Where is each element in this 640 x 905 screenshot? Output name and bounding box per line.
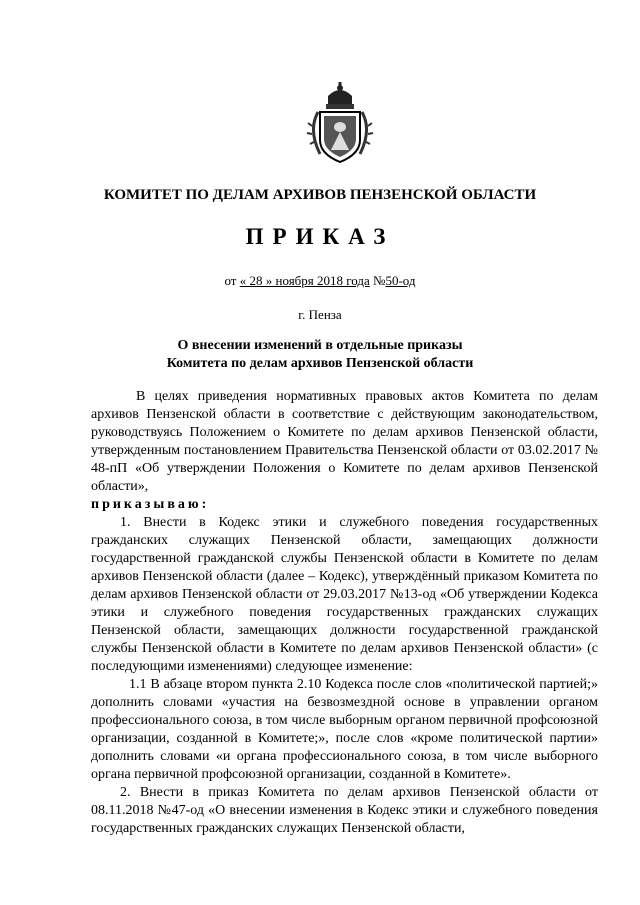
item-2-paragraph: 2. Внести в приказ Комитета по делам архивов Пензенской области от 08.11.2018 №47-од «О внесении изменения в Кодекс этики и служебного поведения государственных гражданских служащих Пензенской области, xyxy=(91,785,598,836)
order-date-number xyxy=(0,273,640,289)
preamble-paragraph: В целях приведения нормативных правовых актов Комитета по делам архивов Пензенской области в соответствие с действующим законодательством, руководствуясь Положением о Комитете по делам архивов Пензенской области, утвержденным постановлением Правительства Пензенской области от 03.02.2017 № 48-пП «Об утверждении Положения о Комитете по делам архивов Пензенской области», xyxy=(91,389,598,494)
order-number-prefix: № xyxy=(373,273,386,288)
order-date: « 28 » ноября 2018 года xyxy=(239,273,370,288)
document-type: ПРИКАЗ xyxy=(245,224,395,249)
committee-name: КОМИТЕТ ПО ДЕЛАМ АРХИВОВ ПЕНЗЕНСКОЙ ОБЛАСТИ xyxy=(103,187,537,203)
order-title xyxy=(0,337,640,373)
document-body xyxy=(91,388,598,838)
order-number: 50-од xyxy=(385,273,416,288)
order-prefix: от xyxy=(224,273,237,288)
item-1-1-paragraph: 1.1 В абзаце втором пункта 2.10 Кодекса после слов «политической партией;» дополнить словами «участия на безвозмездной основе в управлении органом профессионального союза, в том числе выборным органом первичной профсоюзной организации, созданной в Комитете;», после слов «кроме политической партии» дополнить словами «и органа профессионального союза, в том числе выборного органа первичной профсоюзной организации, созданной в Комитете». xyxy=(91,677,598,782)
city: г. Пенза xyxy=(298,307,342,322)
item-1-paragraph: 1. Внести в Кодекс этики и служебного поведения государственных гражданских служащих Пензенской области, замещающих должности государственной гражданской службы Пензенской области в Комитете по делам архивов Пензенской области (далее – Кодекс), утверждённый приказом Комитета по делам архивов Пензенской области от 29.03.2017 №13-од «Об утверждении Кодекса этики и служебного поведения государственных гражданских служащих Пензенской области, замещающих должности государственной гражданской службы Пензенской области в Комитете по делам архивов Пензенской области» (с последующими изменениями) следующее изменение: xyxy=(91,515,598,674)
title-line-1: О внесении изменений в отдельные приказы xyxy=(177,338,463,353)
order-word: приказываю: xyxy=(91,497,210,512)
coat-of-arms-icon xyxy=(298,82,382,166)
title-line-2: Комитета по делам архивов Пензенской области xyxy=(166,356,474,371)
